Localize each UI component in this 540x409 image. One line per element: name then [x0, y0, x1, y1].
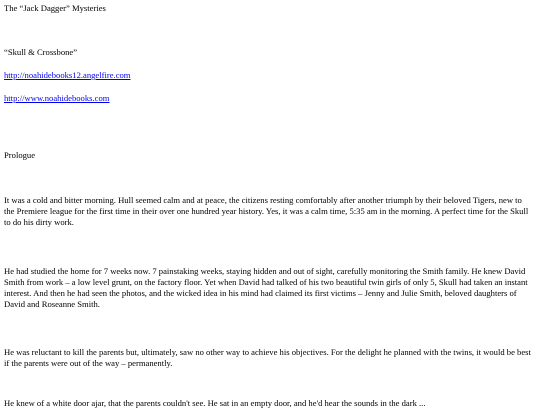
paragraph-1: It was a cold and bitter morning. Hull seemed calm and at peace, the citizens resting comfortably after another triumph by their beloved Tigers, new to the Premiere league for the first time in their over one hundred year history. Yes, it was a calm time, 5:35 am in the morning. A perfect time for the Skull to do his dirty work. — [4, 195, 529, 227]
cutoff-line: He knew of a white door ajar, that the parents couldn't see. He sat in an empty door, and he'd hear the sounds in the dark ... — [4, 398, 426, 408]
link-angelfire-text[interactable]: http://noahidebooks12.angelfire.com — [4, 70, 131, 80]
link-angelfire[interactable] — [4, 70, 131, 81]
paragraph-2: He had studied the home for 7 weeks now. 7 painstaking weeks, staying hidden and out of sight, carefully monitoring the Smith family. He knew David Smith from work – a low level grunt, on the factory floor. Yet when David had talked of his two beautiful twin girls of only 5, Skull had taken an instant interest. And then he had seen the photos, and the wicked idea in his mind had claimed its first victims – Jenny and Julie Smith, beloved daughters of David and Roseanne Smith. — [4, 266, 528, 309]
paragraph-3: He was reluctant to kill the parents but, ultimately, saw no other way to achieve his objectives. For the delight he planned with the twins, it would be best if the parents were out of the way – permanently. — [4, 347, 531, 368]
link-noahidebooks[interactable] — [4, 93, 109, 104]
book-title: “Skull & Crossbone” — [4, 47, 78, 57]
series-title: The “Jack Dagger” Mysteries — [4, 3, 106, 13]
link-noahidebooks-text[interactable]: http://www.noahidebooks.com — [4, 93, 110, 103]
section-heading: Prologue — [4, 150, 36, 160]
